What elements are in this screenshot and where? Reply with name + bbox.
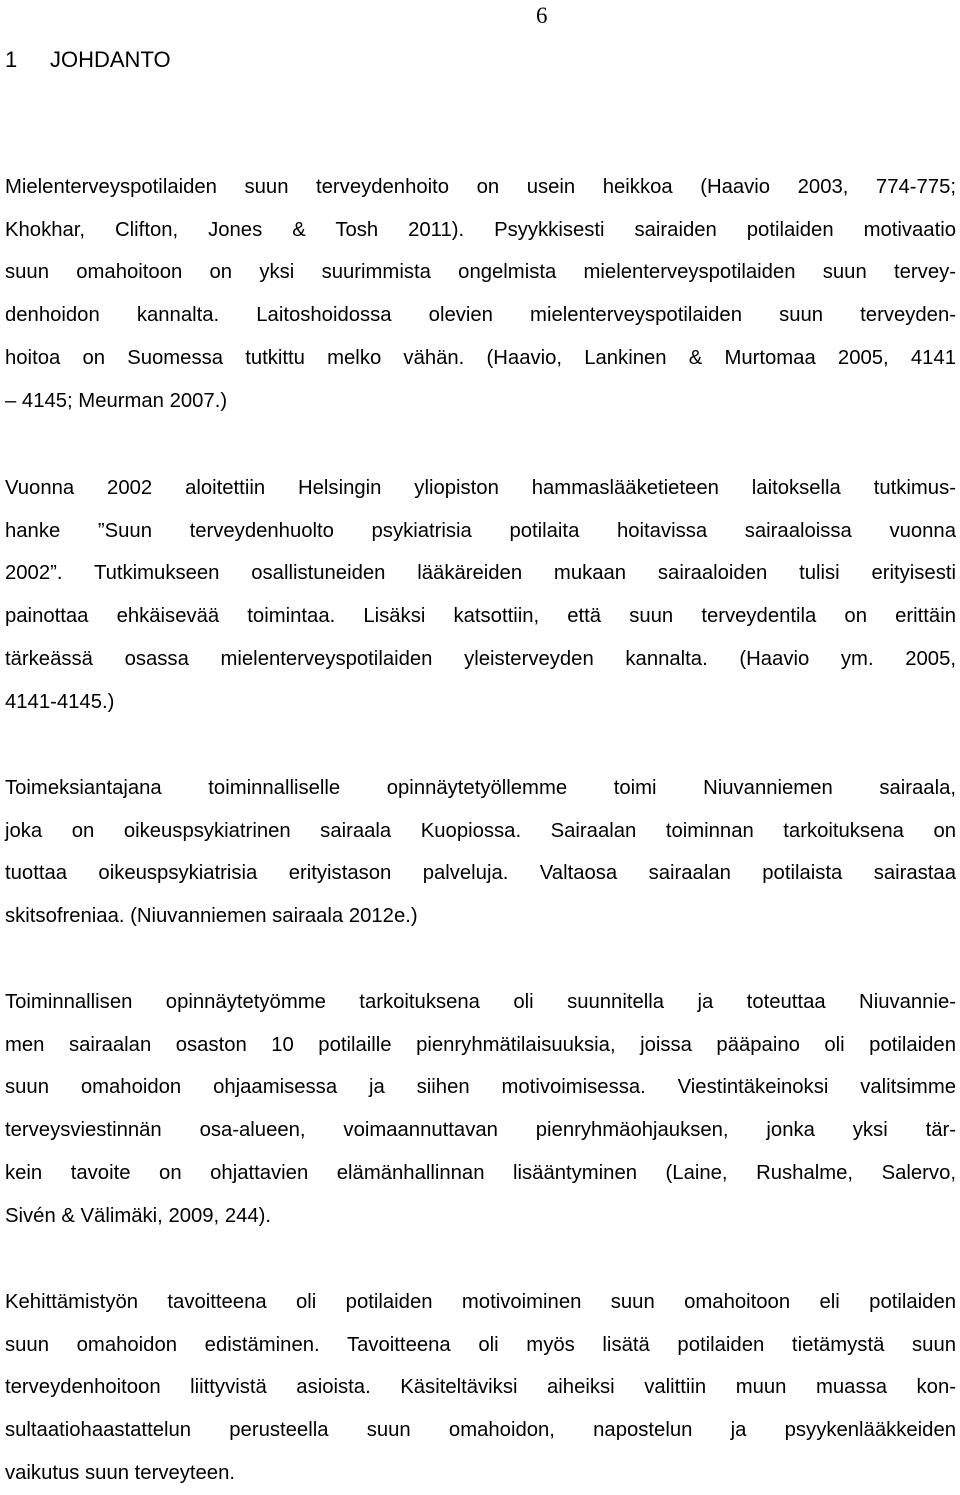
page-number: 6 (536, 3, 548, 28)
text-line: suun omahoidon edistäminen. Tavoitteena oli myös lisätä potilaiden tietämystä suun (5, 1333, 956, 1356)
paragraph-3 (5, 767, 956, 938)
text-line: kein tavoite on ohjattavien elämänhallinnan lisääntyminen (Laine, Rushalme, Salervo, (5, 1161, 956, 1184)
chapter-heading (5, 45, 171, 75)
paragraph-2 (5, 467, 956, 723)
text-line: Khokhar, Clifton, Jones & Tosh 2011). Psyykkisesti sairaiden potilaiden motivaatio (5, 218, 956, 241)
text-line: Kehittämistyön tavoitteena oli potilaiden motivoiminen suun omahoitoon eli potilaiden (5, 1291, 956, 1313)
text-line: – 4145; Meurman 2007.) (5, 389, 228, 412)
text-line: sultaatiohaastattelun perusteella suun omahoidon, napostelun ja psyykenlääkkeiden (5, 1419, 956, 1442)
text-line: terveysviestinnän osa-alueen, voimaannuttavan pienryhmäohjauksen, jonka yksi tär- (5, 1119, 956, 1142)
text-line: suun omahoitoon on yksi suurimmista ongelmista mielenterveyspotilaiden suun tervey- (5, 261, 956, 284)
text-line: men sairaalan osaston 10 potilaille pienryhmätilaisuuksia, joissa pääpaino oli potilaiden (5, 1033, 956, 1056)
text-line: terveydenhoitoon liittyvistä asioista. Käsiteltäviksi aiheiksi valittiin muun muassa kon- (5, 1376, 956, 1399)
text-line: tuottaa oikeuspsykiatrisia erityistason palveluja. Valtaosa sairaalan potilaista sairastaa (5, 862, 956, 885)
text-line: 2002”. Tutkimukseen osallistuneiden lääkäreiden mukaan sairaaloiden tulisi erityisesti (5, 562, 956, 585)
text-line: hanke ”Suun terveydenhuolto psykiatrisia potilaita hoitavissa sairaaloissa vuonna (5, 519, 956, 542)
text-line: tärkeässä osassa mielenterveyspotilaiden yleisterveyden kannalta. (Haavio ym. 2005, (5, 647, 956, 670)
text-line: skitsofreniaa. (Niuvanniemen sairaala 2012e.) (5, 905, 418, 928)
text-line: Sivén & Välimäki, 2009, 244). (5, 1204, 272, 1227)
chapter-number: 1 (5, 47, 18, 72)
text-line: suun omahoidon ohjaamisessa ja siihen motivoimisessa. Viestintäkeinoksi valitsimme (5, 1076, 956, 1099)
text-line: denhoidon kannalta. Laitoshoidossa olevien mielenterveyspotilaiden suun terveyden- (5, 304, 956, 327)
text-line: painottaa ehkäisevää toimintaa. Lisäksi katsottiin, että suun terveydentila on erittäin (5, 605, 956, 628)
chapter-title: JOHDANTO (50, 47, 171, 72)
paragraph-1 (5, 166, 956, 422)
paragraph-4 (5, 981, 956, 1237)
text-line: vaikutus suun terveyteen. (5, 1461, 235, 1484)
text-line: Mielenterveyspotilaiden suun terveydenhoito on usein heikkoa (Haavio 2003, 774-775; (5, 176, 956, 198)
text-line: 4141-4145.) (5, 690, 115, 713)
text-line: hoitoa on Suomessa tutkittu melko vähän. (Haavio, Lankinen & Murtomaa 2005, 4141 (5, 346, 956, 369)
text-line: Vuonna 2002 aloitettiin Helsingin yliopiston hammaslääketieteen laitoksella tutkimus- (5, 477, 956, 499)
text-line: Toiminnallisen opinnäytetyömme tarkoituksena oli suunnitella ja toteuttaa Niuvannie- (5, 991, 956, 1013)
text-line: Toimeksiantajana toiminnalliselle opinnäytetyöllemme toimi Niuvanniemen sairaala, (5, 777, 956, 799)
text-line: joka on oikeuspsykiatrinen sairaala Kuopiossa. Sairaalan toiminnan tarkoituksena on (5, 819, 956, 842)
paragraph-5 (5, 1281, 956, 1495)
